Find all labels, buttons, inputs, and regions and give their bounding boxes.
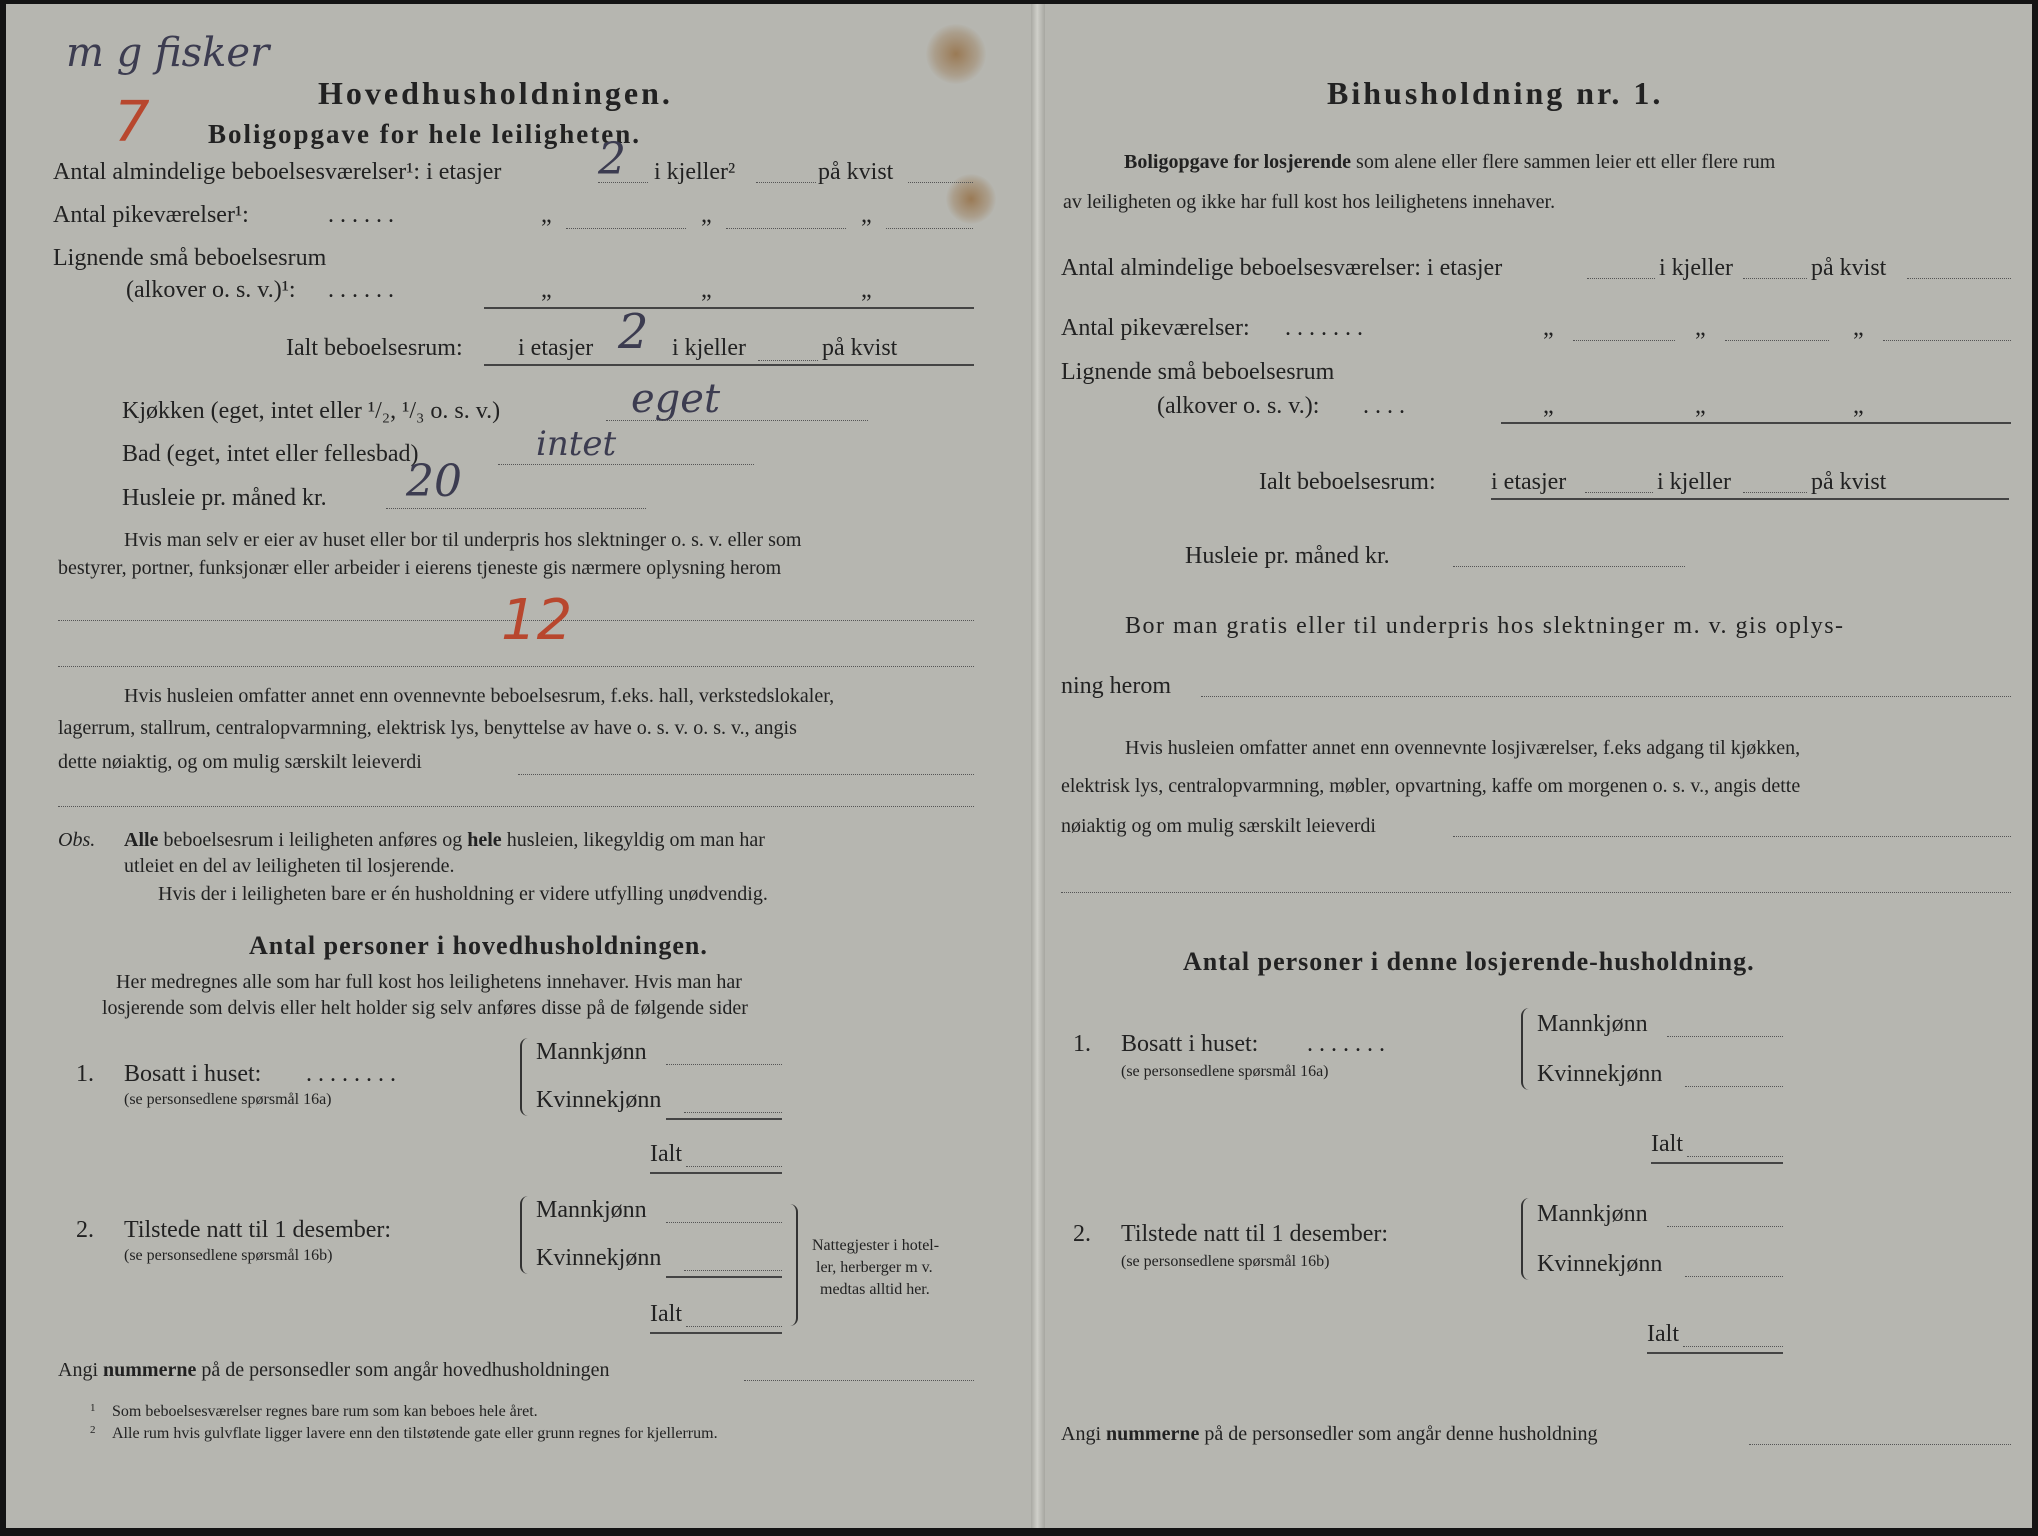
- ditto-mark: „: [541, 202, 552, 228]
- maid-kvist-field[interactable]: [886, 228, 973, 229]
- dot-leader: . . . . . . .: [1285, 315, 1363, 341]
- total-kjeller-label: i kjeller: [1657, 469, 1731, 495]
- ditto-mark: „: [1853, 315, 1864, 341]
- ditto-mark: „: [1695, 393, 1706, 419]
- q2-label: Tilstede natt til 1 desember:: [1121, 1221, 1389, 1247]
- includes-field-2[interactable]: [1061, 892, 2011, 893]
- persons-note-line1: Her medregnes alle som har full kost hos leilighetens innehaver. Hvis man har: [116, 971, 742, 993]
- ditto-mark: „: [541, 277, 552, 303]
- q1-male-field[interactable]: [666, 1064, 782, 1065]
- q2-female-field[interactable]: [684, 1270, 782, 1271]
- kjeller-label: i kjeller²: [654, 159, 736, 185]
- page-fold: [1031, 4, 1045, 1528]
- rooms-label: Antal almindelige beboelsesværelser: i etasjer: [1061, 255, 1503, 281]
- includes-field-1[interactable]: [518, 774, 974, 775]
- footnote-mark-1: 1: [90, 1402, 96, 1414]
- guest-note-line2: ler, herberger m v.: [816, 1259, 933, 1276]
- kvist-field[interactable]: [1907, 278, 2011, 279]
- q2-label: Tilstede natt til 1 desember:: [124, 1217, 392, 1243]
- handwritten-corner-note: m g fisker: [66, 30, 270, 76]
- free-line2: ning herom: [1061, 673, 1171, 699]
- q2-total-label: Ialt: [650, 1301, 682, 1327]
- obs-text2: husleien, likegyldig om man har: [506, 829, 765, 851]
- includes-line1: Hvis husleien omfatter annet enn ovennevnte losjiværelser, f.eks adgang til kjøkken,: [1125, 737, 1801, 759]
- total-kjeller-field[interactable]: [1743, 492, 1807, 493]
- bath-label: Bad (eget, intet eller fellesbad): [122, 441, 419, 467]
- q1-total-label: Ialt: [650, 1141, 682, 1167]
- footnote-2: Alle rum hvis gulvflate ligger lavere enn den tilstøtende gate eller grunn regnes for kjellerrum.: [112, 1425, 718, 1442]
- q1-reference: (se personsedlene spørsmål 16a): [124, 1091, 332, 1108]
- page-title: Hovedhusholdningen.: [318, 75, 673, 111]
- intro-text: som alene eller flere sammen leier ett eller flere rum: [1356, 151, 1776, 173]
- maid-kvist-field[interactable]: [1883, 340, 2011, 341]
- total-field-line[interactable]: [1491, 498, 2009, 500]
- kvist-field[interactable]: [908, 182, 973, 183]
- obs-bold-all: Alle: [124, 829, 159, 851]
- footnote-mark-2: 2: [90, 1424, 96, 1436]
- obs-line1: [124, 828, 765, 852]
- owner-note-field-2[interactable]: [58, 666, 974, 667]
- brace: [1521, 1198, 1531, 1280]
- dot-leader: . . . .: [1363, 393, 1405, 419]
- total-etasjer-label: i etasjer: [518, 335, 594, 361]
- footnote-1: Som beboelsesværelser regnes bare rum som kan beboes hele året.: [112, 1403, 538, 1420]
- small-rooms-label: Lignende små beboelsesrum: [1061, 359, 1335, 385]
- small-rooms-label: Lignende små beboelsesrum: [53, 245, 327, 271]
- brace: [1521, 1008, 1531, 1090]
- includes-line2: lagerrum, stallrum, centralopvarmning, elektrisk lys, benyttelse av have o. s. v. o. s. v., angis: [58, 717, 797, 739]
- total-kvist-label: på kvist: [1811, 469, 1887, 495]
- angi-post: på de personsedler som angår denne husholdning: [1204, 1423, 1598, 1445]
- obs-line3: Hvis der i leiligheten bare er én husholdning er videre utfylling unødvendig.: [158, 883, 768, 905]
- q2-male-field[interactable]: [1667, 1226, 1783, 1227]
- alcove-label: (alkover o. s. v.)¹:: [126, 277, 296, 303]
- intro-bold: Boligopgave for losjerende: [1124, 151, 1352, 173]
- census-form-sheet: [6, 4, 2032, 1528]
- angi-post: på de personsedler som angår hovedhusholdningen: [201, 1359, 610, 1381]
- rent-label: Husleie pr. måned kr.: [1185, 543, 1390, 569]
- etasjer-field[interactable]: [1587, 278, 1655, 279]
- brace: [520, 1196, 530, 1274]
- kitchen-label: Kjøkken (eget, intet eller ¹/₂, ¹/₃ o. s. v.): [122, 398, 501, 424]
- includes-field-1[interactable]: [1453, 836, 2011, 837]
- q1-number: 1.: [1073, 1031, 1091, 1057]
- kvist-label: på kvist: [1811, 255, 1887, 281]
- ditto-mark: „: [1543, 393, 1554, 419]
- total-kvist-label: på kvist: [822, 335, 898, 361]
- handwritten-kitchen: eget: [631, 376, 721, 422]
- q2-total-rule: [650, 1332, 782, 1334]
- brace: [520, 1038, 530, 1116]
- q2-total-label: Ialt: [1647, 1321, 1679, 1347]
- q2-female-label: Kvinnekjønn: [536, 1245, 662, 1271]
- angi-pre: Angi: [58, 1359, 98, 1381]
- total-kjeller-label: i kjeller: [672, 335, 746, 361]
- rent-field[interactable]: [1453, 566, 1685, 567]
- ditto-mark: „: [701, 277, 712, 303]
- handwritten-bath: intet: [536, 424, 617, 464]
- maid-etasjer-field[interactable]: [1573, 340, 1675, 341]
- handwritten-etasjer: 2: [598, 134, 626, 185]
- q2-female-label: Kvinnekjønn: [1537, 1251, 1663, 1277]
- q1-female-field[interactable]: [684, 1112, 782, 1113]
- ditto-mark: „: [1695, 315, 1706, 341]
- handwritten-red-note: 12: [501, 588, 573, 653]
- stain: [926, 24, 986, 84]
- q1-subtotal-rule: [666, 1118, 782, 1120]
- dot-leader: . . . . . .: [328, 202, 394, 228]
- maid-kjeller-field[interactable]: [1725, 340, 1829, 341]
- q1-total-label: Ialt: [1651, 1131, 1683, 1157]
- alcove-label: (alkover o. s. v.):: [1157, 393, 1320, 419]
- rent-label: Husleie pr. måned kr.: [122, 485, 327, 511]
- kjeller-field[interactable]: [1743, 278, 1807, 279]
- obs-bold-whole: hele: [467, 829, 502, 851]
- includes-line3: dette nøiaktig, og om mulig særskilt leieverdi: [58, 751, 422, 773]
- guest-note-line1: Nattegjester i hotel-: [812, 1237, 940, 1254]
- q1-label: Bosatt i huset:: [124, 1061, 262, 1087]
- total-etasjer-field[interactable]: [1585, 492, 1653, 493]
- intro-line1: [1124, 150, 1775, 174]
- alcove-field-line[interactable]: [1501, 422, 2011, 424]
- ditto-mark: „: [701, 202, 712, 228]
- maid-kjeller-field[interactable]: [726, 228, 846, 229]
- intro-line2: av leiligheten og ikke har full kost hos leilighetens innehaver.: [1063, 191, 1556, 213]
- q1-total-field[interactable]: [1687, 1156, 1783, 1157]
- q2-total-field[interactable]: [686, 1326, 782, 1327]
- q2-total-field[interactable]: [1683, 1346, 1783, 1347]
- total-rooms-label: Ialt beboelsesrum:: [286, 335, 463, 361]
- total-field-line[interactable]: [484, 364, 974, 366]
- maid-etasjer-field[interactable]: [566, 228, 686, 229]
- kjeller-field[interactable]: [756, 182, 816, 183]
- kvist-label: på kvist: [818, 159, 894, 185]
- q1-male-label: Mannkjønn: [536, 1039, 647, 1065]
- q2-number: 2.: [76, 1217, 94, 1243]
- q2-number: 2.: [1073, 1221, 1091, 1247]
- bath-field[interactable]: [498, 464, 754, 465]
- angi-field[interactable]: [1749, 1444, 2011, 1445]
- includes-field-2[interactable]: [58, 806, 974, 807]
- dot-leader: . . . . . .: [328, 277, 394, 303]
- free-line1: Bor man gratis eller til underpris hos slektninger m. v. gis oplys-: [1125, 613, 1845, 639]
- handwritten-total-etasjer: 2: [618, 304, 649, 360]
- ditto-mark: „: [1853, 393, 1864, 419]
- angi-line: [58, 1358, 610, 1382]
- right-brace: [786, 1204, 798, 1326]
- dot-leader: . . . . . . .: [1307, 1031, 1385, 1057]
- obs-label: Obs.: [58, 829, 96, 851]
- q2-subtotal-rule: [666, 1276, 782, 1278]
- dot-leader: . . . . . . . .: [306, 1061, 396, 1087]
- q2-total-rule: [1647, 1352, 1783, 1354]
- obs-line2: utleiet en del av leiligheten til losjerende.: [124, 855, 455, 877]
- q1-total-rule: [1651, 1162, 1783, 1164]
- includes-line1: Hvis husleien omfatter annet enn ovennevnte beboelsesrum, f.eks. hall, verkstedslokaler,: [124, 685, 835, 707]
- alcove-field-line[interactable]: [484, 307, 974, 309]
- angi-line: [1061, 1422, 1598, 1446]
- q2-reference: (se personsedlene spørsmål 16b): [124, 1247, 333, 1264]
- q2-reference: (se personsedlene spørsmål 16b): [1121, 1253, 1330, 1270]
- owner-note-line2: bestyrer, portner, funksjonær eller arbeider i eierens tjeneste gis nærmere oplysning herom: [58, 557, 782, 579]
- ditto-mark: „: [1543, 315, 1554, 341]
- free-field[interactable]: [1201, 696, 2011, 697]
- q1-male-label: Mannkjønn: [1537, 1011, 1648, 1037]
- q2-male-label: Mannkjønn: [536, 1197, 647, 1223]
- rent-field[interactable]: [386, 508, 646, 509]
- persons-note-line2: losjerende som delvis eller helt holder sig selv anføres disse på de følgende sider: [102, 997, 748, 1019]
- q1-female-field[interactable]: [1685, 1086, 1783, 1087]
- maid-rooms-label: Antal pikeværelser¹:: [53, 202, 249, 228]
- maid-rooms-label: Antal pikeværelser:: [1061, 315, 1250, 341]
- q1-total-field[interactable]: [686, 1166, 782, 1167]
- includes-line2: elektrisk lys, centralopvarmning, møbler, opvartning, kaffe om morgenen o. s. v., angis dette: [1061, 775, 1801, 797]
- angi-pre: Angi: [1061, 1423, 1101, 1445]
- persons-title: Antal personer i denne losjerende-husholdning.: [1183, 947, 1755, 976]
- q1-reference: (se personsedlene spørsmål 16a): [1121, 1063, 1329, 1080]
- ditto-mark: „: [861, 277, 872, 303]
- rooms-label: Antal almindelige beboelsesværelser¹: i etasjer: [53, 159, 502, 185]
- total-etasjer-label: i etasjer: [1491, 469, 1567, 495]
- page-subtitle: Boligopgave for hele leiligheten.: [208, 119, 641, 149]
- q1-label: Bosatt i huset:: [1121, 1031, 1259, 1057]
- kjeller-label: i kjeller: [1659, 255, 1733, 281]
- angi-field[interactable]: [744, 1380, 974, 1381]
- ditto-mark: „: [861, 202, 872, 228]
- owner-note-line1: Hvis man selv er eier av huset eller bor til underpris hos slektninger o. s. v. eller som: [124, 529, 802, 551]
- q1-number: 1.: [76, 1061, 94, 1087]
- q2-male-field[interactable]: [666, 1222, 782, 1223]
- q1-female-label: Kvinnekjønn: [536, 1087, 662, 1113]
- q1-female-label: Kvinnekjønn: [1537, 1061, 1663, 1087]
- page-title: Bihusholdning nr. 1.: [1327, 75, 1664, 111]
- q2-female-field[interactable]: [1685, 1276, 1783, 1277]
- q2-male-label: Mannkjønn: [1537, 1201, 1648, 1227]
- handwritten-rent: 20: [406, 456, 462, 507]
- guest-note-line3: medtas alltid her.: [820, 1281, 930, 1298]
- total-rooms-label: Ialt beboelsesrum:: [1259, 469, 1436, 495]
- total-kjeller-field[interactable]: [758, 360, 818, 361]
- includes-line3: nøiaktig og om mulig særskilt leieverdi: [1061, 815, 1376, 837]
- handwritten-red-number: 7: [114, 90, 150, 155]
- left-page-main-household: [6, 4, 1031, 1528]
- angi-bold: nummerne: [1106, 1423, 1200, 1445]
- q1-male-field[interactable]: [1667, 1036, 1783, 1037]
- angi-bold: nummerne: [103, 1359, 197, 1381]
- q1-total-rule: [650, 1172, 782, 1174]
- persons-title: Antal personer i hovedhusholdningen.: [249, 931, 708, 960]
- right-page-sub-household: [1045, 4, 2032, 1528]
- kitchen-field[interactable]: [606, 420, 868, 421]
- obs-text1: beboelsesrum i leiligheten anføres og: [163, 829, 463, 851]
